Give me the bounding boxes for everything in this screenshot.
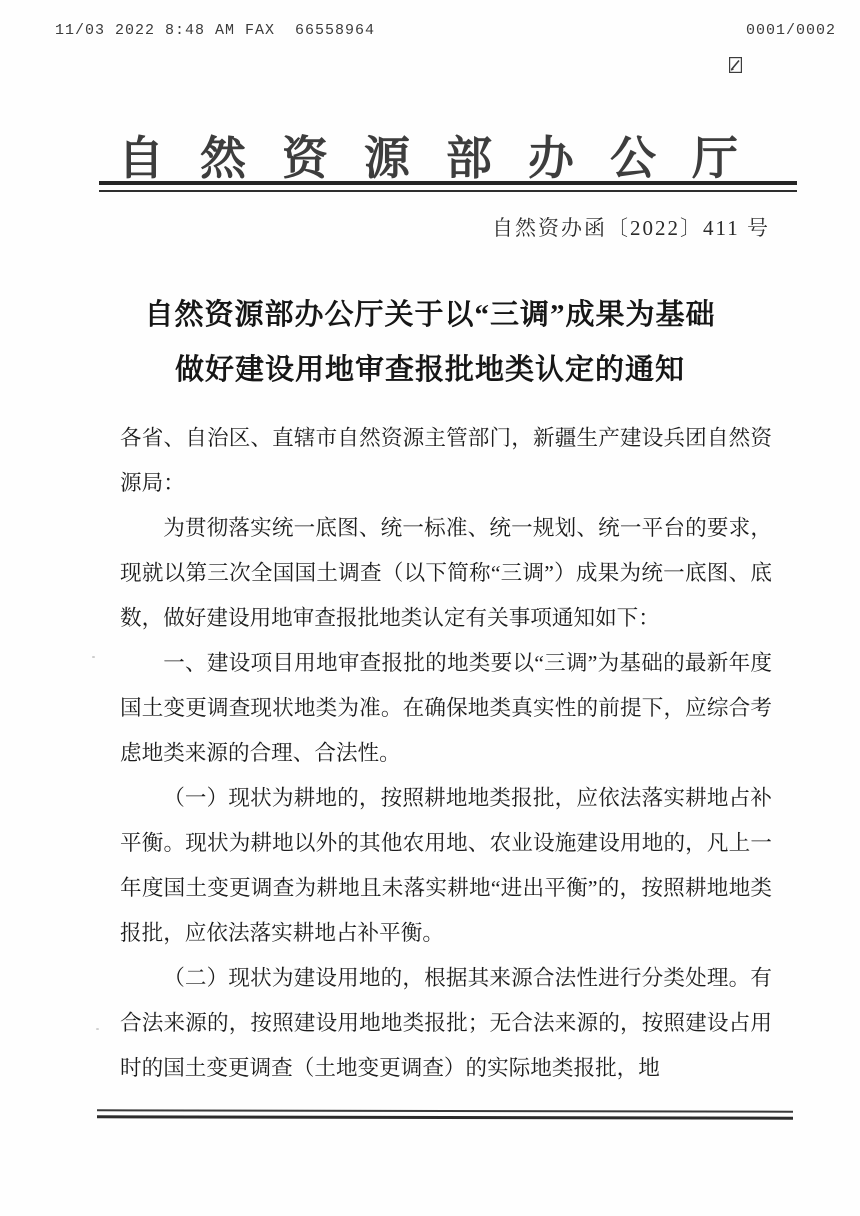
scan-speck xyxy=(92,656,95,658)
document-title xyxy=(80,288,780,398)
fax-page-counter xyxy=(729,22,836,39)
document-body xyxy=(120,416,772,1091)
page-bottom-edge-rule xyxy=(97,1109,793,1119)
scan-speck xyxy=(96,1028,99,1030)
document-reference-number: 自然资办函〔2022〕411 号 xyxy=(492,216,770,240)
page-icon xyxy=(729,23,742,39)
letterhead-divider-rule xyxy=(99,181,797,192)
document-title-line1: 自然资源部办公厅关于以“三调”成果为基础 xyxy=(144,299,716,331)
fax-page-count-label: 0001/0002 xyxy=(745,22,836,39)
paragraph-item-1: （一）现状为耕地的，按照耕地地类报批，应依法落实耕地占补平衡。现状为耕地以外的其他农用地、农业设施建设用地的，凡上一年度国土变更调查为耕地且未落实耕地“进出平衡”的，按照耕地地类报批，应依法落实耕地占补平衡。 xyxy=(120,786,772,945)
paragraph-item-2: （二）现状为建设用地的，根据其来源合法性进行分类处理。有合法来源的，按照建设用地地类报批；无合法来源的，按照建设占用时的国土变更调查（土地变更调查）的实际地类报批，地 xyxy=(120,966,772,1080)
letterhead-agency-name: 自然资源部办公厅 xyxy=(118,133,774,184)
fax-timestamp: 11/03 2022 8:48 AM FAX 66558964 xyxy=(55,22,376,39)
paragraph-intro: 为贯彻落实统一底图、统一标准、统一规划、统一平台的要求，现就以第三次全国国土调查（以下简称“三调”）成果为统一底图、底数，做好建设用地审查报批地类认定有关事项通知如下： xyxy=(120,516,772,630)
salutation: 各省、自治区、直辖市自然资源主管部门，新疆生产建设兵团自然资源局： xyxy=(120,426,772,495)
document-title-line2: 做好建设用地审查报批地类认定的通知 xyxy=(174,354,685,386)
paragraph-section-1: 一、建设项目用地审查报批的地类要以“三调”为基础的最新年度国土变更调查现状地类为准。在确保地类真实性的前提下，应综合考虑地类来源的合理、合法性。 xyxy=(120,651,772,765)
fax-header xyxy=(0,22,860,46)
